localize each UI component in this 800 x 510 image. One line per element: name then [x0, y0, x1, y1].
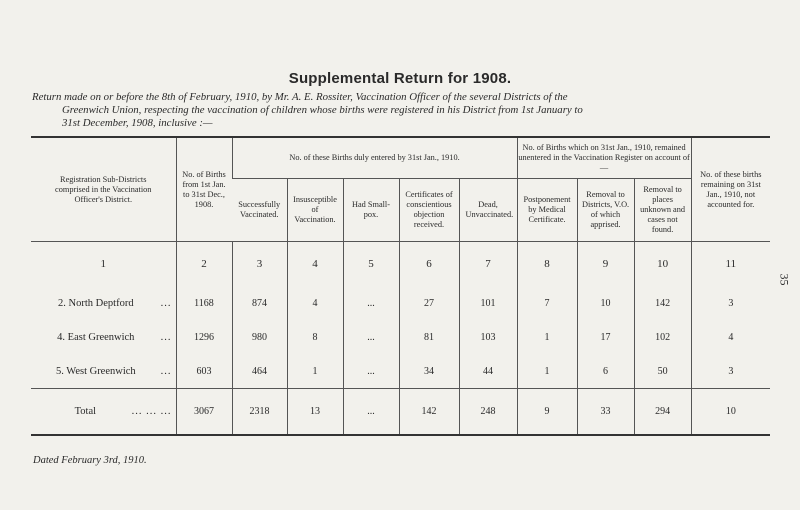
intro-line-2: Greenwich Union, respecting the vaccination of children whose births were registered in his District from 1st January to [62, 104, 583, 116]
header-certificates: Certificates of conscientious objection received. [399, 179, 459, 242]
column-number: 6 [399, 242, 459, 287]
removal-cell: 6 [577, 354, 634, 389]
header-vaccinated: Successfully Vaccinated. [232, 179, 287, 242]
unaccounted-total: 10 [691, 389, 770, 436]
intro-line-3: 31st December, 1908, inclusive :— [62, 117, 213, 129]
certificates-cell: 81 [399, 320, 459, 354]
column-number: 7 [459, 242, 517, 287]
header-births: No. of Births from 1st Jan. to 31st Dec., 1908. [176, 137, 232, 242]
column-number: 10 [634, 242, 691, 287]
header-unaccounted: No. of these births remaining on 31st Jan., 1910, not accounted for. [691, 137, 770, 242]
vaccination-table [31, 136, 770, 436]
table-row [31, 320, 770, 354]
header-sub-district: Registration Sub-Districts comprised in the Vaccination Officer's District. [55, 174, 152, 204]
vaccinated-cell: 980 [232, 320, 287, 354]
column-number: 4 [287, 242, 343, 287]
insusceptible-cell: 4 [287, 286, 343, 320]
vaccinated-cell: 464 [232, 354, 287, 389]
smallpox-total: ... [343, 389, 399, 436]
dated-line: Dated February 3rd, 1910. [33, 455, 147, 466]
dead-cell: 101 [459, 286, 517, 320]
sub-district-name: 2. North Deptford ... [58, 297, 172, 309]
unaccounted-cell: 3 [691, 354, 770, 389]
header-insusceptible: Insusceptible of Vaccination. [287, 179, 343, 242]
intro-line-1: Return made on or before the 8th of February, 1910, by Mr. A. E. Rossiter, Vaccination Officer of the several Districts of the [32, 91, 568, 103]
insusceptible-total: 13 [287, 389, 343, 436]
unknown-cell: 142 [634, 286, 691, 320]
total-label: Total ... ... ... [31, 389, 176, 436]
unaccounted-cell: 4 [691, 320, 770, 354]
header-smallpox: Had Small-pox. [343, 179, 399, 242]
removal-cell: 10 [577, 286, 634, 320]
vaccinated-total: 2318 [232, 389, 287, 436]
dead-cell: 44 [459, 354, 517, 389]
dead-total: 248 [459, 389, 517, 436]
vaccinated-cell: 874 [232, 286, 287, 320]
removal-cell: 17 [577, 320, 634, 354]
header-postponement: Postponement by Medical Certificate. [517, 179, 577, 242]
column-number: 8 [517, 242, 577, 287]
removal-total: 33 [577, 389, 634, 436]
insusceptible-cell: 8 [287, 320, 343, 354]
sub-district-name: 5. West Greenwich ... [55, 365, 172, 377]
page-title: Supplemental Return for 1908. [288, 70, 512, 87]
total-row [31, 389, 770, 436]
header-removal-unknown: Removal to places unknown and cases not found. [634, 179, 691, 242]
births-cell: 1296 [176, 320, 232, 354]
smallpox-cell: ... [343, 320, 399, 354]
smallpox-cell: ... [343, 354, 399, 389]
unknown-total: 294 [634, 389, 691, 436]
unaccounted-cell: 3 [691, 286, 770, 320]
intro-paragraph [32, 91, 770, 130]
unknown-cell: 102 [634, 320, 691, 354]
column-number: 3 [232, 242, 287, 287]
postponement-cell: 7 [517, 286, 577, 320]
births-cell: 603 [176, 354, 232, 389]
postponement-cell: 1 [517, 354, 577, 389]
page-number: 35 [777, 273, 792, 286]
header-entered-group: No. of these Births duly entered by 31st Jan., 1910. [232, 137, 517, 179]
sub-district-name: 4. East Greenwich ... [57, 331, 172, 343]
insusceptible-cell: 1 [287, 354, 343, 389]
header-removal-districts: Removal to Districts, V.O. of which apprised. [577, 179, 634, 242]
table-row [31, 354, 770, 389]
column-number: 5 [343, 242, 399, 287]
certificates-cell: 34 [399, 354, 459, 389]
postponement-cell: 1 [517, 320, 577, 354]
header-dead: Dead, Unvaccinated. [459, 179, 517, 242]
column-number: 11 [691, 242, 770, 287]
certificates-total: 142 [399, 389, 459, 436]
births-cell: 1168 [176, 286, 232, 320]
column-number: 2 [176, 242, 232, 287]
column-number-row [31, 242, 770, 287]
unknown-cell: 50 [634, 354, 691, 389]
table-row [31, 286, 770, 320]
postponement-total: 9 [517, 389, 577, 436]
certificates-cell: 27 [399, 286, 459, 320]
column-number: 1 [100, 258, 106, 270]
births-total: 3067 [176, 389, 232, 436]
dead-cell: 103 [459, 320, 517, 354]
smallpox-cell: ... [343, 286, 399, 320]
header-unentered-group: No. of Births which on 31st Jan., 1910, remained unentered in the Vaccination Register on account of— [517, 137, 691, 179]
column-number: 9 [577, 242, 634, 287]
